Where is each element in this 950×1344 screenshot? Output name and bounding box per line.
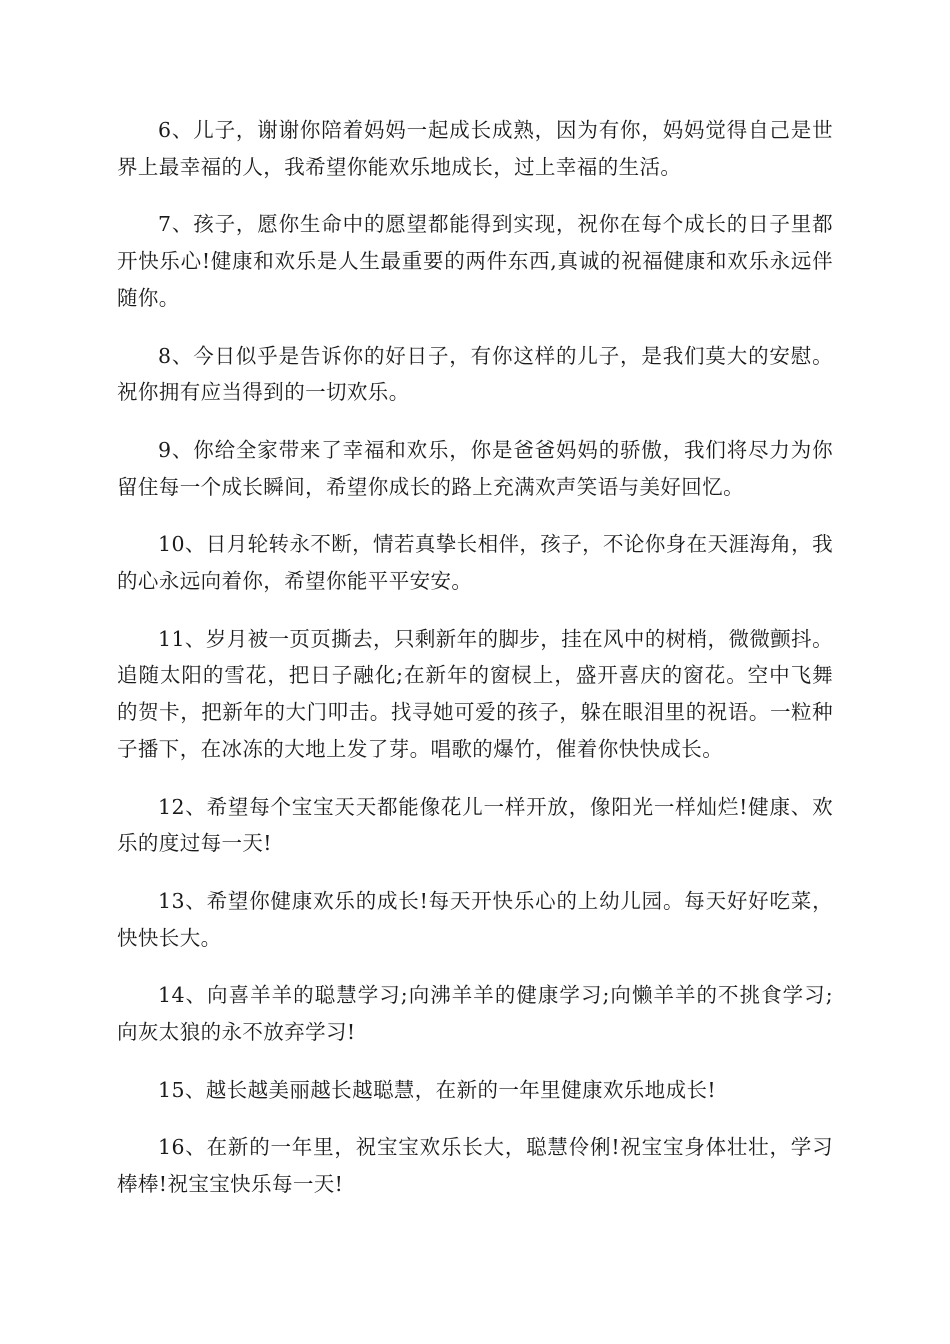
document-body (117, 112, 833, 1224)
paragraph-6: 6、儿子，谢谢你陪着妈妈一起成长成熟，因为有你，妈妈觉得自己是世界上最幸福的人，我希望你能欢乐地成长，过上幸福的生活。 (117, 118, 833, 179)
paragraph-9: 9、你给全家带来了幸福和欢乐，你是爸爸妈妈的骄傲，我们将尽力为你留住每一个成长瞬间，希望你成长的路上充满欢声笑语与美好回忆。 (117, 437, 833, 499)
paragraph-16: 16、在新的一年里，祝宝宝欢乐长大，聪慧伶俐!祝宝宝身体壮壮，学习棒棒!祝宝宝快乐每一天! (117, 1135, 833, 1197)
paragraph-14: 14、向喜羊羊的聪慧学习;向沸羊羊的健康学习;向懒羊羊的不挑食学习;向灰太狼的永不放弃学习! (117, 983, 833, 1045)
paragraph-7: 7、孩子，愿你生命中的愿望都能得到实现，祝你在每个成长的日子里都开快乐心!健康和欢乐是人生最重要的两件东西,真诚的祝福健康和欢乐永远伴随你。 (117, 212, 833, 310)
paragraph-10: 10、日月轮转永不断，情若真挚长相伴，孩子，不论你身在天涯海角，我的心永远向着你，希望你能平平安安。 (117, 532, 833, 594)
paragraph-8: 8、今日似乎是告诉你的好日子，有你这样的儿子，是我们莫大的安慰。祝你拥有应当得到的一切欢乐。 (117, 343, 833, 405)
paragraph-12: 12、希望每个宝宝天天都能像花儿一样开放，像阳光一样灿烂!健康、欢乐的度过每一天! (117, 794, 833, 856)
paragraph-15: 15、越长越美丽越长越聪慧，在新的一年里健康欢乐地成长! (158, 1077, 717, 1102)
paragraph-13: 13、希望你健康欢乐的成长!每天开快乐心的上幼儿园。每天好好吃菜，快快长大。 (117, 888, 833, 950)
paragraph-11: 11、岁月被一页页撕去，只剩新年的脚步，挂在风中的树梢，微微颤抖。追随太阳的雪花，把日子融化;在新年的窗棂上，盛开喜庆的窗花。空中飞舞的贺卡，把新年的大门叩击。找寻她可爱的孩子，躲在眼泪里的祝语。一粒种子播下，在冰冻的大地上发了芽。唱歌的爆竹，催着你快快成长。 (117, 626, 833, 761)
